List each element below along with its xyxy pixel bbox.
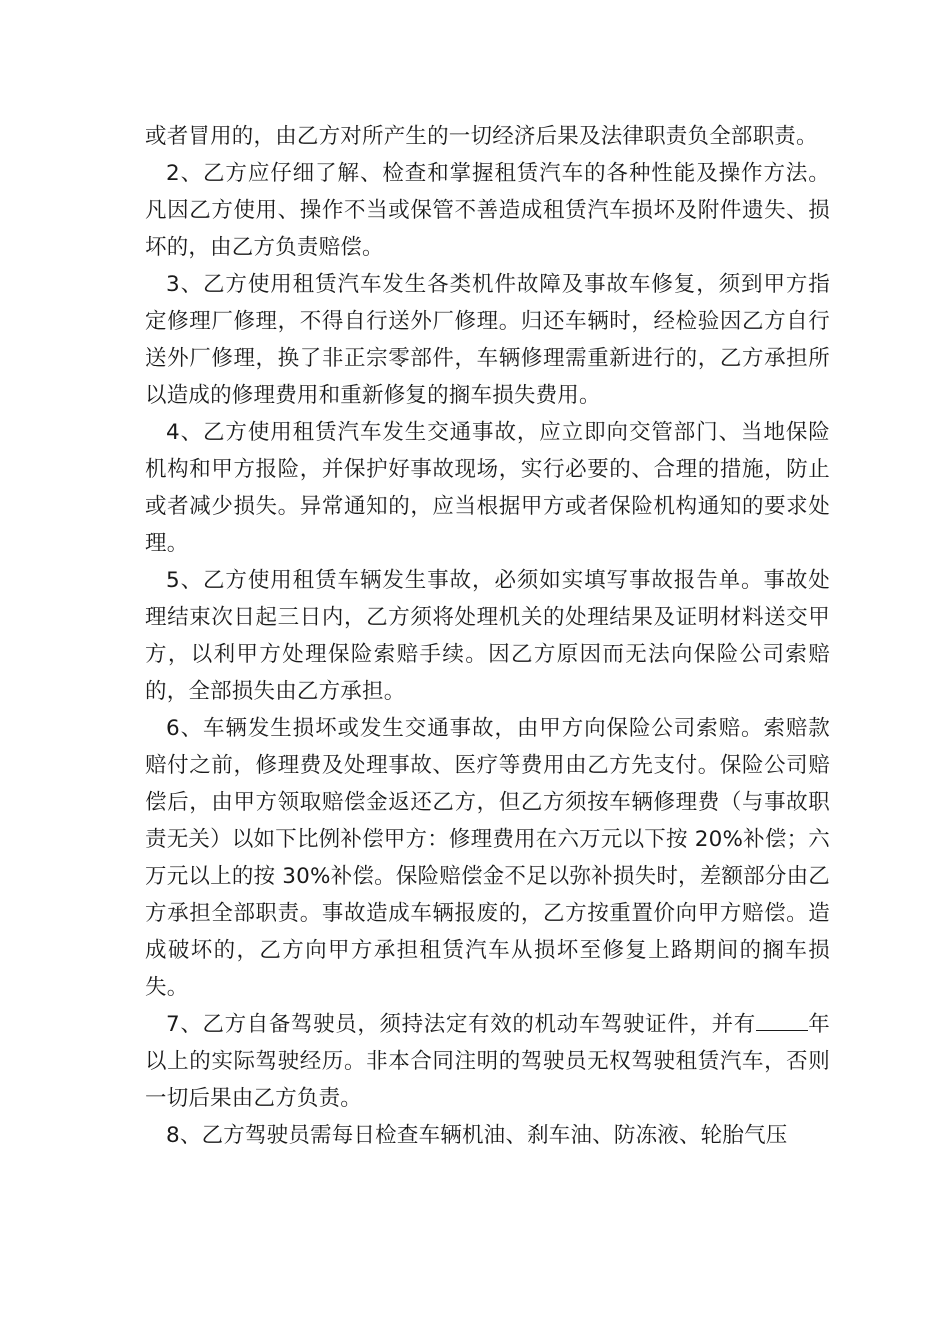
paragraph-clause-2: 2、乙方应仔细了解、检查和掌握租赁汽车的各种性能及操作方法。凡因乙方使用、操作不当或保管不善造成租赁汽车损坏及附件遗失、损坏的，由乙方负责赔偿。 (145, 161, 830, 260)
paragraph-continuation: 或者冒用的，由乙方对所产生的一切经济后果及法律职责负全部职责。 (145, 124, 818, 149)
paragraph-clause-7 (145, 1006, 830, 1117)
paragraph-clause-8: 8、乙方驾驶员需每日检查车辆机油、刹车油、防冻液、轮胎气压 (166, 1123, 788, 1148)
paragraph-clause-5: 5、乙方使用租赁车辆发生事故，必须如实填写事故报告单。事故处理结束次日起三日内，乙方须将处理机关的处理结果及证明材料送交甲方，以利甲方处理保险索赔手续。因乙方原因而无法向保险公司索赔的，全部损失由乙方承担。 (145, 568, 830, 704)
paragraph-clause-4: 4、乙方使用租赁汽车发生交通事故，应立即向交管部门、当地保险机构和甲方报险，并保护好事故现场，实行必要的、合理的措施，防止或者减少损失。异常通知的，应当根据甲方或者保险机构通知的要求处理。 (145, 420, 830, 556)
clause-7-text-start: 7、乙方自备驾驶员，须持法定有效的机动车驾驶证件，并有 (166, 1012, 756, 1037)
paragraph-clause-3: 3、乙方使用租赁汽车发生各类机件故障及事故车修复，须到甲方指定修理厂修理，不得自行送外厂修理。归还车辆时，经检验因乙方自行送外厂修理，换了非正宗零部件，车辆修理需重新进行的，乙方承担所以造成的修理费用和重新修复的搁车损失费用。 (145, 272, 830, 408)
document-body (145, 118, 830, 1154)
paragraph-clause-6: 6、车辆发生损坏或发生交通事故，由甲方向保险公司索赔。索赔款赔付之前，修理费及处理事故、医疗等费用由乙方先支付。保险公司赔偿后，由甲方领取赔偿金返还乙方，但乙方须按车辆修理费（与事故职责无关）以如下比例补偿甲方：修理费用在六万元以下按 20%补偿；六万元以上的按 30%补偿。保险赔偿金不足以弥补损失时，差额部分由乙方承担全部职责。事故造成车辆报废的，乙方按重置价向甲方赔偿。造成破坏的，乙方向甲方承担租赁汽车从损坏至修复上路期间的搁车损失。 (145, 716, 830, 1000)
fill-in-blank (756, 1008, 808, 1031)
clause-7-text-end: 年以上的实际驾驶经历。非本合同注明的驾驶员无权驾驶租赁汽车，否则一切后果由乙方负责。 (145, 1012, 830, 1111)
